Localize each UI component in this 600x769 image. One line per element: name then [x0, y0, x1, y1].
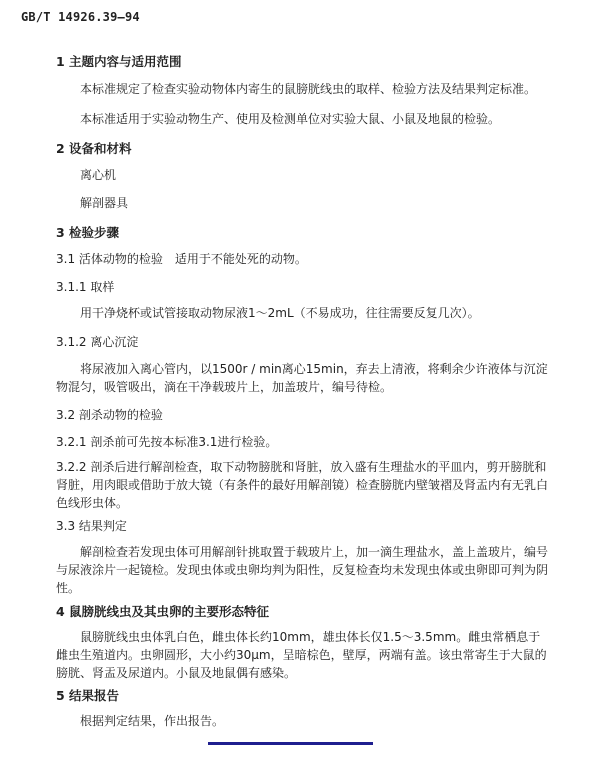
section-2-heading: 2 设备和材料 [56, 141, 132, 156]
section-1-paragraph-1: 本标准规定了检查实验动物体内寄生的鼠膀胱线虫的取样、检验方法及结果判定标准。 [80, 82, 537, 96]
equipment-item-centrifuge: 离心机 [80, 168, 117, 182]
subsection-3-2-2: 3.2.2 剖杀后进行解剖检查，取下动物膀胱和肾脏，放入盛有生理盐水的平皿内，剪开膀胱和肾脏，用肉眼或借助于放大镜（有条件的最好用解剖镜）检查膀胱内壁皱褶及肾盂内有无乳白色线形虫体。 [56, 460, 549, 510]
subsection-3-2-1: 3.2.1 剖杀前可先按本标准3.1进行检验。 [56, 435, 278, 449]
equipment-item-dissection-tools: 解剖器具 [80, 196, 129, 210]
subsection-3-1-1-text: 用干净烧杯或试管接取动物尿液1～2mL（不易成功，往往需要反复几次）。 [80, 306, 480, 320]
subsection-3-3-text: 解剖检查若发现虫体可用解剖针挑取置于载玻片上，加一滴生理盐水，盖上盖玻片，编号与尿液涂片一起镜检。发现虫体或虫卵均判为阳性，反复检查均未发现虫体或虫卵即可判为阴性。 [56, 545, 549, 595]
section-5-text: 根据判定结果，作出报告。 [80, 714, 225, 728]
footer-rule [208, 742, 373, 745]
document-code: GB/T 14926.39—94 [21, 10, 140, 24]
section-3-heading: 3 检验步骤 [56, 225, 120, 240]
subsection-3-1-2-title: 3.1.2 离心沉淀 [56, 335, 139, 349]
section-4-text: 鼠膀胱线虫虫体乳白色，雌虫体长约10mm，雄虫体长仅1.5～3.5mm。雌虫常栖息于雌虫生殖道内。虫卵圆形，大小约30μm，呈暗棕色，壁厚，两端有盖。该虫常寄生于大鼠的膀胱、肾盂及尿道内。小鼠及地鼠偶有感染。 [56, 630, 547, 680]
subsection-3-2-title: 3.2 剖杀动物的检验 [56, 408, 163, 422]
section-4-heading: 4 鼠膀胱线虫及其虫卵的主要形态特征 [56, 604, 270, 619]
section-5-heading: 5 结果报告 [56, 688, 120, 703]
section-1-heading: 1 主题内容与适用范围 [56, 54, 182, 69]
section-1-paragraph-2: 本标准适用于实验动物生产、使用及检测单位对实验大鼠、小鼠及地鼠的检验。 [80, 112, 501, 126]
subsection-3-1: 3.1 活体动物的检验 适用于不能处死的动物。 [56, 252, 307, 266]
subsection-3-1-2-text: 将尿液加入离心管内，以1500r / min离心15min，弃去上清液，将剩余少许液体与沉淀物混匀，吸管吸出，滴在干净载玻片上，加盖玻片，编号待检。 [56, 362, 548, 394]
subsection-3-3-title: 3.3 结果判定 [56, 519, 127, 533]
subsection-3-1-1-title: 3.1.1 取样 [56, 280, 115, 294]
